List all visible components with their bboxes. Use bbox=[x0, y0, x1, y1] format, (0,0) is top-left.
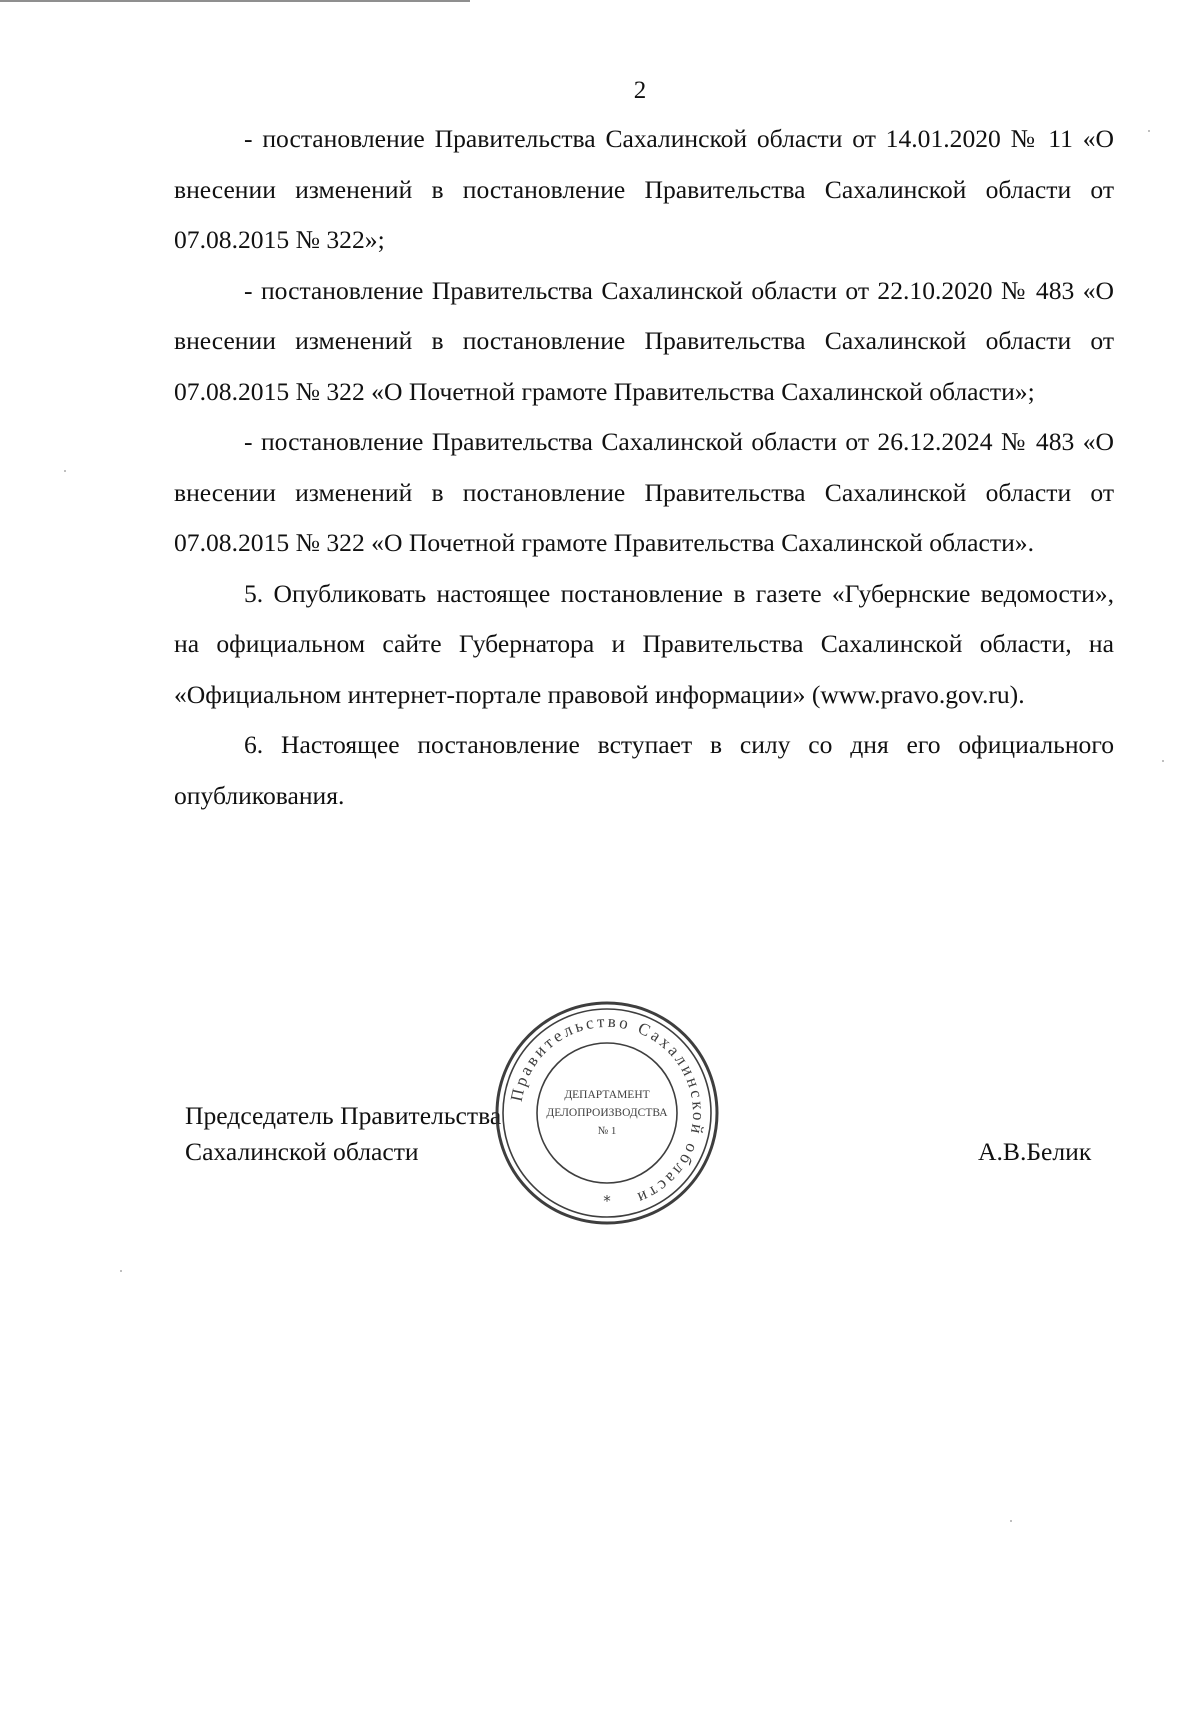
paragraph-repeal-2020-10: - постановление Правительства Сахалинской области от 22.10.2020 № 483 «О внесении изменений в постановление Правительства Сахалинской области от 07.08.2015 № 322 «О Почетной грамоте Правительства Сахалинской области»; bbox=[174, 275, 1114, 406]
svg-text:Правительство Сахалинской обла: Правительство Сахалинской области bbox=[506, 1011, 709, 1209]
scan-speck bbox=[1010, 1520, 1012, 1522]
paragraph-publication: 5. Опубликовать настоящее постановление в газете «Губернские ведомости», на официальном сайте Губернатора и Правительства Сахалинской области, на «Официальном интернет-портале правовой информации» (www.pravo.gov.ru). bbox=[174, 578, 1114, 709]
svg-text:ДЕЛОПРОИЗВОДСТВА: ДЕЛОПРОИЗВОДСТВА bbox=[546, 1107, 668, 1119]
official-seal bbox=[494, 1000, 720, 1226]
paragraph-repeal-2020-01: - постановление Правительства Сахалинской области от 14.01.2020 № 11 «О внесении изменений в постановление Правительства Сахалинской области от 07.08.2015 № 322»; bbox=[174, 124, 1114, 254]
svg-text:ДЕПАРТАМЕНТ: ДЕПАРТАМЕНТ bbox=[564, 1089, 650, 1101]
signature-title-line1: Председатель Правительства bbox=[185, 1101, 502, 1130]
scan-speck bbox=[660, 1180, 662, 1182]
signature-title-line2: Сахалинской области bbox=[185, 1137, 419, 1166]
scan-speck bbox=[1162, 760, 1164, 762]
paragraph-repeal-2024-12: - постановление Правительства Сахалинской области от 26.12.2024 № 483 «О внесении изменений в постановление Правительства Сахалинской области от 07.08.2015 № 322 «О Почетной грамоте Правительства Сахалинской области». bbox=[174, 427, 1114, 557]
signature-title bbox=[185, 1098, 501, 1170]
paragraph-effective-date: 6. Настоящее постановление вступает в силу со дня его официального опубликования. bbox=[174, 730, 1114, 810]
svg-text:*: * bbox=[603, 1192, 611, 1210]
document-body bbox=[174, 114, 1114, 821]
scan-speck bbox=[64, 470, 66, 472]
svg-text:№ 1: № 1 bbox=[597, 1125, 617, 1137]
scan-speck bbox=[120, 1270, 122, 1272]
scan-speck bbox=[1148, 130, 1150, 132]
page-number: 2 bbox=[633, 77, 647, 104]
top-edge-line bbox=[0, 0, 470, 2]
signer-name: А.В.Белик bbox=[978, 1137, 1092, 1166]
